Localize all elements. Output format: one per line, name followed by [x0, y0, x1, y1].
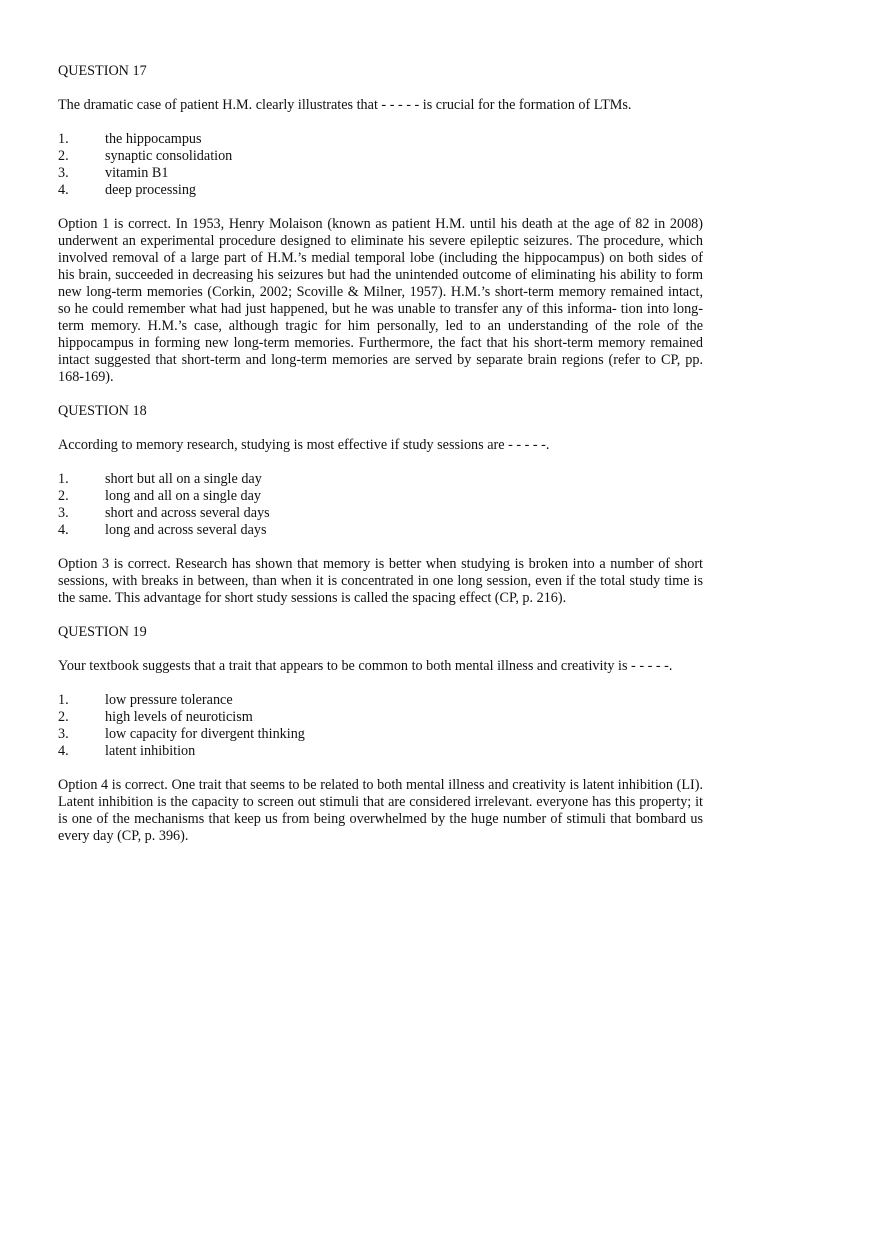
option-number: 2. [58, 148, 69, 164]
option-item [58, 165, 703, 182]
option-item [58, 743, 703, 760]
option-item [58, 726, 703, 743]
answer-explanation [58, 556, 703, 607]
option-item [58, 709, 703, 726]
option-number: 3. [58, 505, 69, 521]
question-17 [58, 63, 703, 386]
option-number: 3. [58, 165, 69, 181]
option-number: 3. [58, 726, 69, 742]
explanation-text: Option 4 is correct. One trait that seems to be related to both mental illness and creativity is latent inhibition (LI). Latent inhibition is the capacity to screen out stimuli that are considered irrelevant. everyone has this property; it is one of the mechanisms that keep us from being overwhelmed by the huge number of stimuli that bombard us every day (CP, p. 396). [58, 777, 703, 844]
option-number: 1. [58, 692, 69, 708]
option-number: 4. [58, 743, 69, 759]
answer-explanation [58, 216, 703, 386]
option-text: low capacity for divergent thinking [105, 726, 305, 742]
question-heading: QUESTION 18 [58, 403, 147, 419]
option-text: high levels of neuroticism [105, 709, 253, 725]
option-item [58, 182, 703, 199]
explanation-text: Option 1 is correct. In 1953, Henry Molaison (known as patient H.M. until his death at the age of 82 in 2008) underwent an experimental procedure designed to eliminate his severe epileptic seizures. The procedure, which involved removal of a large part of H.M.’s medial temporal lobe (including the hippocampus) on both sides of his brain, succeeded in decreasing his seizures but had the unintended outcome of eliminating his ability to form new long-term memories (Corkin, 2002; Scoville & Milner, 1957). H.M.’s short-term memory remained intact, so he could remember what had just happened, but he was unable to transfer any of this informa- tion into long-term memory. H.M.’s case, although tragic for him personally, led to an understanding of the role of the hippocampus in forming new long-term memories. Furthermore, the fact that his short-term memory remained intact suggested that short-term and long-term memories are served by separate brain regions (refer to CP, pp. 168-169). [58, 216, 703, 385]
option-text: long and all on a single day [105, 488, 262, 504]
option-list [58, 471, 703, 539]
question-prompt: Your textbook suggests that a trait that appears to be common to both mental illness and creativity is - - - - -. [58, 658, 673, 674]
option-number: 2. [58, 488, 69, 504]
option-text: vitamin B1 [105, 165, 169, 181]
explanation-text: Option 3 is correct. Research has shown that memory is better when studying is broken into a number of short sessions, with breaks in between, than when it is concentrated in one long session, even if the total study time is the same. This advantage for short study sessions is called the spacing effect (CP, p. 216). [58, 556, 703, 606]
option-item [58, 488, 703, 505]
option-text: long and across several days [105, 522, 267, 538]
option-number: 1. [58, 471, 69, 487]
option-item [58, 131, 703, 148]
question-18 [58, 403, 703, 607]
option-list [58, 131, 703, 199]
question-heading: QUESTION 17 [58, 63, 147, 79]
question-19 [58, 624, 703, 845]
answer-explanation [58, 777, 703, 845]
question-prompt: According to memory research, studying is most effective if study sessions are - - - - -. [58, 437, 550, 453]
option-number: 1. [58, 131, 69, 147]
option-text: deep processing [105, 182, 197, 198]
question-heading: QUESTION 19 [58, 624, 147, 640]
option-text: short but all on a single day [105, 471, 262, 487]
document-page [58, 63, 703, 862]
option-item [58, 505, 703, 522]
option-text: the hippocampus [105, 131, 202, 147]
option-text: low pressure tolerance [105, 692, 233, 708]
question-prompt: The dramatic case of patient H.M. clearly illustrates that - - - - - is crucial for the formation of LTMs. [58, 97, 632, 113]
option-text: synaptic consolidation [105, 148, 233, 164]
option-number: 4. [58, 522, 69, 538]
option-number: 2. [58, 709, 69, 725]
option-text: latent inhibition [105, 743, 196, 759]
option-item [58, 471, 703, 488]
option-item [58, 692, 703, 709]
option-item [58, 522, 703, 539]
option-text: short and across several days [105, 505, 270, 521]
option-item [58, 148, 703, 165]
option-list [58, 692, 703, 760]
option-number: 4. [58, 182, 69, 198]
